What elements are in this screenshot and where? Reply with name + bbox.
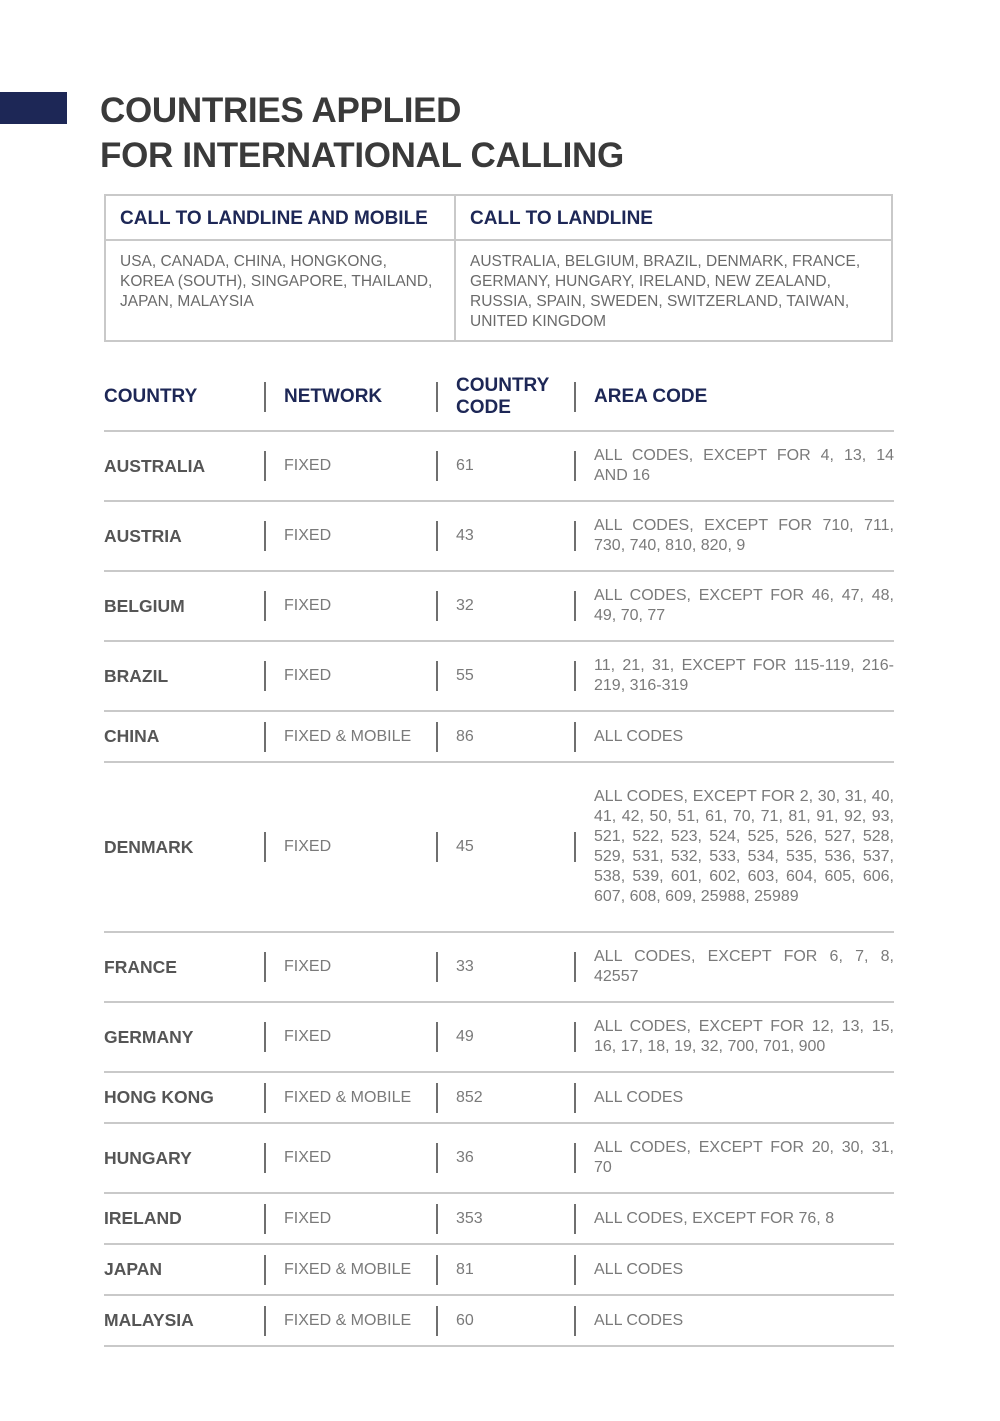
column-divider [436, 1255, 438, 1285]
country-name: BRAZIL [104, 665, 169, 686]
area-code: ALL CODES, EXCEPT FOR 46, 47, 48, 49, 70, 77 [594, 587, 894, 624]
network-type: FIXED [284, 958, 332, 975]
area-code-cell [594, 933, 894, 1001]
country-cell [104, 642, 264, 710]
network-cell [284, 1124, 434, 1192]
summary-header-landline: CALL TO LANDLINE [456, 196, 891, 241]
column-divider [436, 1083, 438, 1113]
summary-body-landline: AUSTRALIA, BELGIUM, BRAZIL, DENMARK, FRANCE, GERMANY, HUNGARY, IRELAND, NEW ZEALAND, RUSSIA, SPAIN, SWEDEN, SWITZERLAND, TAIWAN, UNITED KINGDOM [470, 253, 861, 330]
column-divider [264, 1204, 266, 1234]
network-type: FIXED [284, 457, 332, 474]
table-row [104, 1003, 894, 1073]
area-code-cell [594, 1073, 894, 1122]
column-divider [436, 1306, 438, 1336]
area-code: ALL CODES [594, 1260, 684, 1278]
country-name: CHINA [104, 726, 160, 746]
header-country-code-label: COUNTRY CODE [456, 375, 549, 418]
column-divider [264, 722, 266, 752]
country-code-cell [456, 1245, 574, 1294]
network-type: FIXED & MOBILE [284, 1311, 412, 1329]
table-header-row [104, 364, 894, 432]
column-divider [264, 1143, 266, 1173]
table-row [104, 763, 894, 933]
country-cell [104, 1124, 264, 1192]
country-code-cell [456, 763, 574, 931]
area-code-cell [594, 763, 894, 931]
country-cell [104, 1003, 264, 1071]
country-code: 36 [456, 1149, 474, 1166]
country-name: FRANCE [104, 956, 177, 977]
network-cell [284, 1194, 434, 1243]
country-name: MALAYSIA [104, 1310, 194, 1330]
column-divider [574, 832, 576, 862]
area-code: ALL CODES, EXCEPT FOR 76, 8 [594, 1209, 835, 1227]
network-type: FIXED [284, 597, 332, 614]
header-country-code [456, 364, 574, 430]
column-divider [264, 591, 266, 621]
country-code-cell [456, 502, 574, 570]
country-code-cell [456, 572, 574, 640]
column-divider [436, 521, 438, 551]
network-type: FIXED & MOBILE [284, 1088, 412, 1106]
country-code: 45 [456, 838, 474, 855]
network-type: FIXED [284, 1149, 332, 1166]
column-divider [436, 722, 438, 752]
network-cell [284, 572, 434, 640]
area-code: ALL CODES, EXCEPT FOR 20, 30, 31, 70 [594, 1139, 894, 1176]
country-code-cell [456, 1003, 574, 1071]
column-divider [264, 451, 266, 481]
column-divider [574, 382, 576, 412]
table-row [104, 1245, 894, 1296]
column-divider [436, 451, 438, 481]
column-divider [574, 521, 576, 551]
country-code-cell [456, 1296, 574, 1345]
call-type-summary-box [104, 194, 893, 342]
page-title-line-2: FOR INTERNATIONAL CALLING [100, 136, 624, 175]
country-code: 86 [456, 727, 474, 745]
column-divider [264, 832, 266, 862]
column-divider [264, 1255, 266, 1285]
country-name: AUSTRALIA [104, 455, 206, 476]
area-code-cell [594, 432, 894, 500]
network-cell [284, 642, 434, 710]
column-divider [264, 1022, 266, 1052]
area-code: ALL CODES [594, 1311, 684, 1329]
area-code-cell [594, 712, 894, 761]
column-divider [264, 952, 266, 982]
country-cell [104, 1194, 264, 1243]
area-code-cell [594, 502, 894, 570]
column-divider [436, 1204, 438, 1234]
network-type: FIXED [284, 1209, 332, 1227]
area-code-cell [594, 1124, 894, 1192]
header-country: COUNTRY [104, 386, 198, 407]
country-code: 33 [456, 958, 474, 975]
country-code: 60 [456, 1311, 474, 1329]
area-code: ALL CODES, EXCEPT FOR 12, 13, 15, 16, 17, 18, 19, 32, 700, 701, 900 [594, 1018, 894, 1055]
column-divider [574, 1255, 576, 1285]
column-divider [436, 1143, 438, 1173]
country-code: 49 [456, 1028, 474, 1045]
country-code-cell [456, 712, 574, 761]
table-row [104, 712, 894, 763]
column-divider [436, 1022, 438, 1052]
table-row [104, 1296, 894, 1347]
summary-column-landline-and-mobile [106, 196, 456, 340]
column-divider [264, 382, 266, 412]
country-code: 852 [456, 1088, 483, 1106]
network-type: FIXED [284, 838, 332, 855]
column-divider [574, 661, 576, 691]
area-code: ALL CODES, EXCEPT FOR 6, 7, 8, 42557 [594, 948, 894, 985]
network-cell [284, 1296, 434, 1345]
country-code-cell [456, 1124, 574, 1192]
column-divider [436, 591, 438, 621]
page-title-line-1: COUNTRIES APPLIED [100, 91, 462, 130]
header-network: NETWORK [284, 386, 383, 407]
network-cell [284, 1245, 434, 1294]
area-code-cell [594, 572, 894, 640]
area-code-cell [594, 1245, 894, 1294]
country-code-cell [456, 1194, 574, 1243]
area-code: ALL CODES [594, 1088, 684, 1106]
country-cell [104, 432, 264, 500]
table-row [104, 1073, 894, 1124]
country-name: DENMARK [104, 836, 194, 857]
column-divider [436, 832, 438, 862]
area-code: ALL CODES, EXCEPT FOR 2, 30, 31, 40, 41, 42, 50, 51, 61, 70, 71, 81, 91, 92, 93, 521, 522, 523, 524, 525, 526, 527, 528, 529, 531, 532, 533, 534, 535, 536, 537, 538, 539, 601, 602, 603, 604, 605, 606, 607, 608, 609, 25988, 25989 [594, 788, 894, 905]
network-cell [284, 1003, 434, 1071]
table-row [104, 1194, 894, 1245]
table-row [104, 502, 894, 572]
country-cell [104, 572, 264, 640]
network-type: FIXED [284, 667, 332, 684]
network-cell [284, 763, 434, 931]
country-codes-table [104, 364, 894, 1347]
table-row [104, 572, 894, 642]
country-name: AUSTRIA [104, 525, 182, 546]
column-divider [574, 1143, 576, 1173]
table-row [104, 432, 894, 502]
network-type: FIXED & MOBILE [284, 1260, 412, 1278]
summary-column-landline [456, 196, 891, 340]
country-cell [104, 502, 264, 570]
column-divider [574, 1306, 576, 1336]
table-row [104, 642, 894, 712]
area-code: 11, 21, 31, EXCEPT FOR 115-119, 216-219, 316-319 [594, 657, 894, 694]
country-code: 81 [456, 1260, 474, 1278]
column-divider [264, 521, 266, 551]
country-cell [104, 933, 264, 1001]
network-cell [284, 432, 434, 500]
country-code-cell [456, 432, 574, 500]
country-code-cell [456, 933, 574, 1001]
table-row [104, 933, 894, 1003]
page-title [100, 88, 624, 178]
area-code: ALL CODES [594, 727, 684, 745]
network-type: FIXED & MOBILE [284, 727, 412, 745]
country-name: HUNGARY [104, 1147, 192, 1168]
area-code-cell [594, 1003, 894, 1071]
country-name: IRELAND [104, 1208, 182, 1228]
column-divider [574, 591, 576, 621]
country-code-cell [456, 642, 574, 710]
country-cell [104, 1296, 264, 1345]
accent-bar [0, 92, 67, 124]
table-body [104, 432, 894, 1347]
country-cell [104, 1073, 264, 1122]
country-name: BELGIUM [104, 595, 185, 616]
column-divider [436, 661, 438, 691]
area-code: ALL CODES, EXCEPT FOR 4, 13, 14 AND 16 [594, 447, 894, 484]
summary-body-landline-and-mobile: USA, CANADA, CHINA, HONGKONG, KOREA (SOUTH), SINGAPORE, THAILAND, JAPAN, MALAYSIA [120, 253, 433, 310]
area-code-cell [594, 1194, 894, 1243]
country-cell [104, 1245, 264, 1294]
country-cell [104, 763, 264, 931]
column-divider [264, 661, 266, 691]
column-divider [574, 451, 576, 481]
country-name: GERMANY [104, 1026, 194, 1047]
country-code: 43 [456, 527, 474, 544]
country-code: 61 [456, 457, 474, 474]
network-type: FIXED [284, 1028, 332, 1045]
network-cell [284, 502, 434, 570]
country-name: JAPAN [104, 1259, 163, 1279]
network-cell [284, 712, 434, 761]
country-code: 353 [456, 1209, 483, 1227]
column-divider [436, 382, 438, 412]
column-divider [574, 1022, 576, 1052]
country-name: HONG KONG [104, 1087, 214, 1107]
column-divider [574, 722, 576, 752]
column-divider [574, 1204, 576, 1234]
network-cell [284, 933, 434, 1001]
summary-header-landline-and-mobile: CALL TO LANDLINE AND MOBILE [106, 196, 454, 241]
area-code-cell [594, 1296, 894, 1345]
area-code-cell [594, 642, 894, 710]
country-code: 55 [456, 667, 474, 684]
country-cell [104, 712, 264, 761]
column-divider [574, 1083, 576, 1113]
column-divider [264, 1083, 266, 1113]
column-divider [574, 952, 576, 982]
country-code-cell [456, 1073, 574, 1122]
column-divider [436, 952, 438, 982]
table-row [104, 1124, 894, 1194]
network-type: FIXED [284, 527, 332, 544]
column-divider [264, 1306, 266, 1336]
header-area-code: AREA CODE [594, 386, 708, 407]
area-code: ALL CODES, EXCEPT FOR 710, 711, 730, 740, 810, 820, 9 [594, 517, 894, 554]
country-code: 32 [456, 597, 474, 614]
network-cell [284, 1073, 434, 1122]
